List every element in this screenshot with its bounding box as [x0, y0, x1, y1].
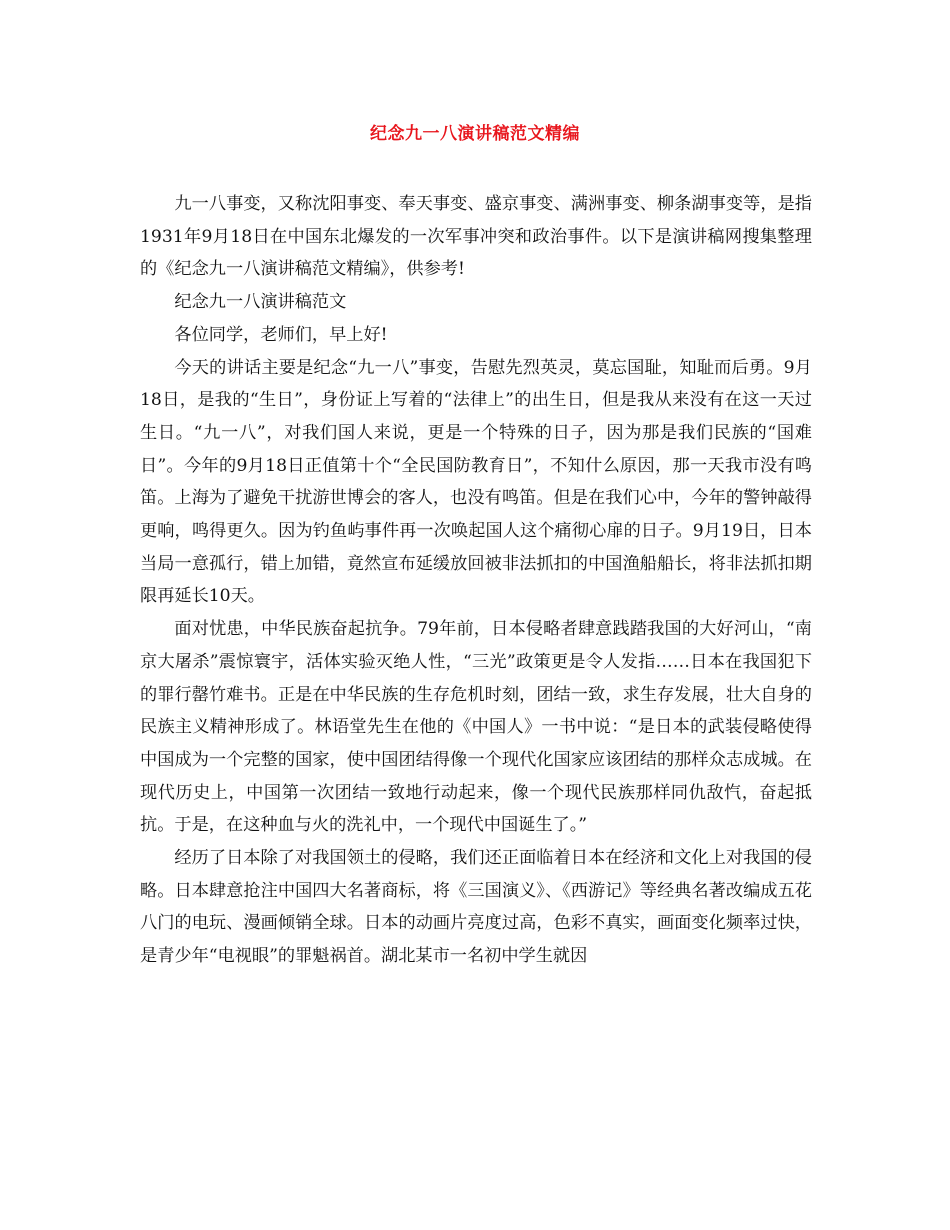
paragraph-body-2: 面对忧患，中华民族奋起抗争。79年前，日本侵略者肆意践踏我国的大好河山，“南京大屠杀”震惊寰宇，活体实验灭绝人性，“三光”政策更是令人发指……日本在我国犯下的罪行罄竹难书。正是在中华民族的生存危机时刻，团结一致，求生存发展，壮大自身的民族主义精神形成了。林语堂先生在他的《中国人》一书中说：“是日本的武装侵略使得中国成为一个完整的国家，使中国团结得像一个现代化国家应该团结的那样众志成城。在现代历史上，中国第一次团结一致地行动起来，像一个现代民族那样同仇敌忾，奋起抵抗。于是，在这种血与火的洗礼中，一个现代中国诞生了。” — [140, 619, 812, 836]
paragraph-subtitle: 纪念九一八演讲稿范文 — [174, 292, 347, 313]
paragraph-greeting: 各位同学，老师们，早上好! — [174, 324, 388, 345]
paragraph-body-3: 经历了日本除了对我国领土的侵略，我们还正面临着日本在经济和文化上对我国的侵略。日本肆意抢注中国四大名著商标，将《三国演义》、《西游记》等经典名著改编成五花八门的电玩、漫画倾销全球。日本的动画片亮度过高，色彩不真实，画面变化频率过快，是青少年“电视眼”的罪魁祸首。湖北某市一名初中学生就因 — [140, 848, 812, 967]
paragraph-intro: 九一八事变，又称沈阳事变、奉天事变、盛京事变、满洲事变、柳条湖事变等，是指1931年9月18日在中国东北爆发的一次军事冲突和政治事件。以下是演讲稿网搜集整理的《纪念九一八演讲稿范文精编》，供参考! — [140, 194, 812, 280]
document-body — [140, 188, 812, 973]
document-title: 纪念九一八演讲稿范文精编 — [370, 124, 580, 144]
paragraph-body-1: 今天的讲话主要是纪念“九一八”事变，告慰先烈英灵，莫忘国耻，知耻而后勇。9月18日，是我的“生日”，身份证上写着的“法律上”的出生日，但是我从来没有在这一天过生日。“九一八”，对我们国人来说，更是一个特殊的日子，因为那是我们民族的“国难日”。今年的9月18日正值第十个“全民国防教育日”，不知什么原因，那一天我市没有鸣笛。上海为了避免干扰游世博会的客人，也没有鸣笛。但是在我们心中，今年的警钟敲得更响，鸣得更久。因为钓鱼屿事件再一次唤起国人这个痛彻心扉的日子。9月19日，日本当局一意孤行，错上加错，竟然宣布延缓放回被非法抓扣的中国渔船船长，将非法抓扣期限再延长10天。 — [140, 357, 812, 607]
